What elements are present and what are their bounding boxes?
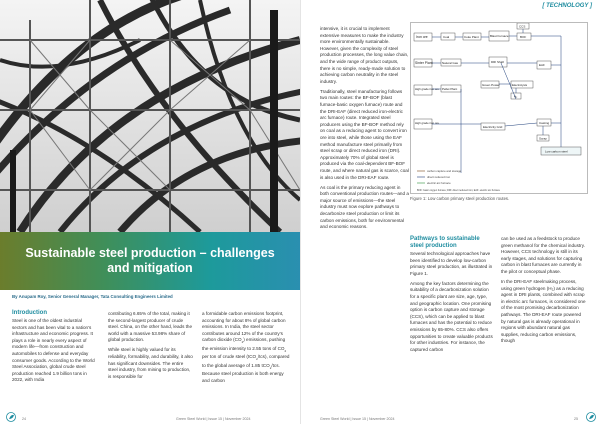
svg-text:BOF: basic oxygen furnace; DRI: BOF: basic oxygen furnace; DRI: direct reduced iron; EAF: electric arc furnace bbox=[417, 189, 500, 192]
article-title: Sustainable steel production – challenges and mitigation bbox=[25, 246, 275, 275]
svg-text:Electricity Grid: Electricity Grid bbox=[483, 125, 503, 129]
svg-text:High grade iron ore: High grade iron ore bbox=[415, 87, 439, 91]
svg-text:Green Power: Green Power bbox=[482, 83, 500, 87]
left-column-3 bbox=[202, 311, 290, 388]
svg-text:DRI Shaft: DRI Shaft bbox=[491, 60, 505, 64]
right-column-2 bbox=[410, 236, 495, 357]
svg-text:Natural Gas: Natural Gas bbox=[442, 61, 459, 65]
process-boxes bbox=[441, 23, 581, 155]
svg-text:CCS: CCS bbox=[519, 24, 526, 29]
paragraph: While steel is highly valued for its reliability, formability, and durability, it also has significant downsides. The entire steel industry, from mining to production, is responsible for bbox=[108, 347, 193, 379]
figure-legend bbox=[417, 169, 501, 192]
svg-text:electric arc furnace: electric arc furnace bbox=[427, 181, 451, 185]
svg-text:Coal: Coal bbox=[443, 35, 450, 39]
svg-text:Iron ore: Iron ore bbox=[416, 35, 428, 39]
svg-text:carbon capture and storage: carbon capture and storage bbox=[427, 169, 462, 173]
paragraph: Among the key factors determining the suitability of a decarbonization solution for a specific plant are size, age, type, and geographic location. One promising option is carbon capture and storage (CCS), which can be applied to blast furnaces and has the potential to reduce emissions by 65-80%. CCS also offers opportunities to create valuable products for other industries. For instance, the captured carbon bbox=[410, 280, 493, 352]
page-number: 25 bbox=[574, 417, 578, 421]
figure-1-diagram bbox=[410, 22, 588, 194]
svg-text:H₂: H₂ bbox=[514, 94, 518, 99]
leaf-logo-icon bbox=[6, 412, 16, 422]
row-labels bbox=[414, 33, 439, 129]
paragraph: In the DRI-EAF steelmaking process, using green hydrogen (H₂) as a reducing agent in DRI plants, combined with scrap in electric arc furnaces, is considered one of the most promising decarbonization pathways. The DRI-EAF route powered by natural gas is already operational in regions with abundant natural gas supplies, reducing carbon emissions, though bbox=[501, 279, 586, 344]
process-flow-diagram bbox=[411, 23, 589, 195]
svg-text:BOF: BOF bbox=[520, 35, 527, 39]
svg-text:Low carbon steel: Low carbon steel bbox=[545, 149, 568, 154]
svg-text:Pellet Plant: Pellet Plant bbox=[442, 87, 458, 91]
introduction-heading: Introduction bbox=[12, 310, 47, 316]
svg-text:EAF: EAF bbox=[539, 63, 545, 67]
hero-photo-steel-structure bbox=[0, 0, 300, 232]
footer-text: Green Steel World | Issue 15 | November 2024 bbox=[176, 417, 251, 421]
paragraph: Traditionally, steel manufacturing follows two main routes: the BF-BOF (blast furnace-basic oxygen furnace) route and the DRI-EAF (direct reduced iron-electric arc furnace) route. Integrated steel producers using the BF-BOF method rely on coal as a reducing agent to convert iron ore into steel, while those using the EAF method manufacture steel primarily from steel scrap or direct reduced iron (DRI). Approximately 70% of global steel is produced via the coal-dependent BF-BOF route, and where natural gas is scarce, coal is also used in the DRI-EAF route. bbox=[320, 88, 409, 180]
section-tag: [ TECHNOLOGY ] bbox=[542, 3, 592, 9]
pathways-heading: Pathways to sustainable steel production bbox=[410, 236, 480, 249]
left-column-2 bbox=[108, 311, 194, 384]
page-number: 24 bbox=[22, 417, 26, 421]
paragraph: As coal is the primary reducing agent in both conventional production routes—and a major source of emissions—the steel industry must now explore pathways to decarbonize steel production or limit its carbon emissions, both for environmental and economic reasons. bbox=[320, 184, 409, 230]
figure-caption: Figure 1: Low carbon primary steel production routes. bbox=[410, 196, 510, 201]
paragraph: can be used as a feedstock to produce green methanol for the chemical industry. However, CCS technology is still in its early stages, and solutions for capturing carbon in blast furnaces are currently in the pilot or conceptual phase. bbox=[501, 236, 585, 274]
byline: By Anupam Roy, Senior General Manager, Tata Consulting Engineers Limited bbox=[12, 294, 173, 299]
right-column-1 bbox=[320, 26, 410, 234]
paragraph: a formidable carbon emissions footprint, accounting for about 8% of global carbon emissions. In India, the steel sector contributes around 12% of the country’s carbon dioxide $(CO_2)$ emissions, pushing the emission intensity to 2.55 tons of $CO_2$ per ton of crude steel (tCO$_2$/tcs), compared to the global average of 1.85 tCO$_2$/tcs. Because steel production is both energy and carbon bbox=[202, 311, 290, 383]
svg-text:direct reduced iron: direct reduced iron bbox=[427, 175, 451, 179]
footer-text: Green Steel World | Issue 15 | November 2024 bbox=[320, 417, 395, 421]
right-column-3 bbox=[501, 236, 587, 349]
paragraph: contributing 6.65% of the total, making it the second-largest producer of crude steel. China, on the other hand, leads the world with a massive 53.98% share of global production. bbox=[108, 311, 193, 343]
svg-text:Casting: Casting bbox=[539, 121, 550, 125]
title-banner bbox=[0, 232, 300, 290]
leaf-logo-icon bbox=[586, 412, 596, 422]
svg-text:Sinter Plant: Sinter Plant bbox=[415, 61, 433, 65]
svg-text:High grade iron ore: High grade iron ore bbox=[415, 121, 439, 125]
svg-text:Blast Furnace: Blast Furnace bbox=[490, 34, 509, 38]
svg-text:Electrolysis: Electrolysis bbox=[512, 83, 528, 87]
paragraph: Several technological approaches have been identified to develop low-carbon primary steel production, as illustrated in Figure 1. bbox=[410, 251, 493, 276]
svg-text:Coke Plant: Coke Plant bbox=[464, 35, 479, 39]
paragraph: Steel is one of the oldest industrial sectors and has been vital to a nation’s infrastructure and economic progress. It plays a role in nearly every aspect of modern life—from construction and automobiles to defense and everyday consumer goods. According to the World Steel Association, global crude steel production reached 1.9 billion tons in 2022, with India bbox=[12, 318, 95, 383]
left-column-1 bbox=[12, 310, 98, 387]
steel-structure-image bbox=[0, 0, 300, 232]
paragraph: intensive, it is crucial to implement extensive measures to make the industry more environmentally sustainable. However, given the complexity of steel production processes, the long value chain, and the wide range of product outputs, there is no simple, ready-made solution to achieving carbon neutrality in the steel industry. bbox=[320, 26, 409, 84]
svg-text:Scrap: Scrap bbox=[539, 136, 547, 141]
